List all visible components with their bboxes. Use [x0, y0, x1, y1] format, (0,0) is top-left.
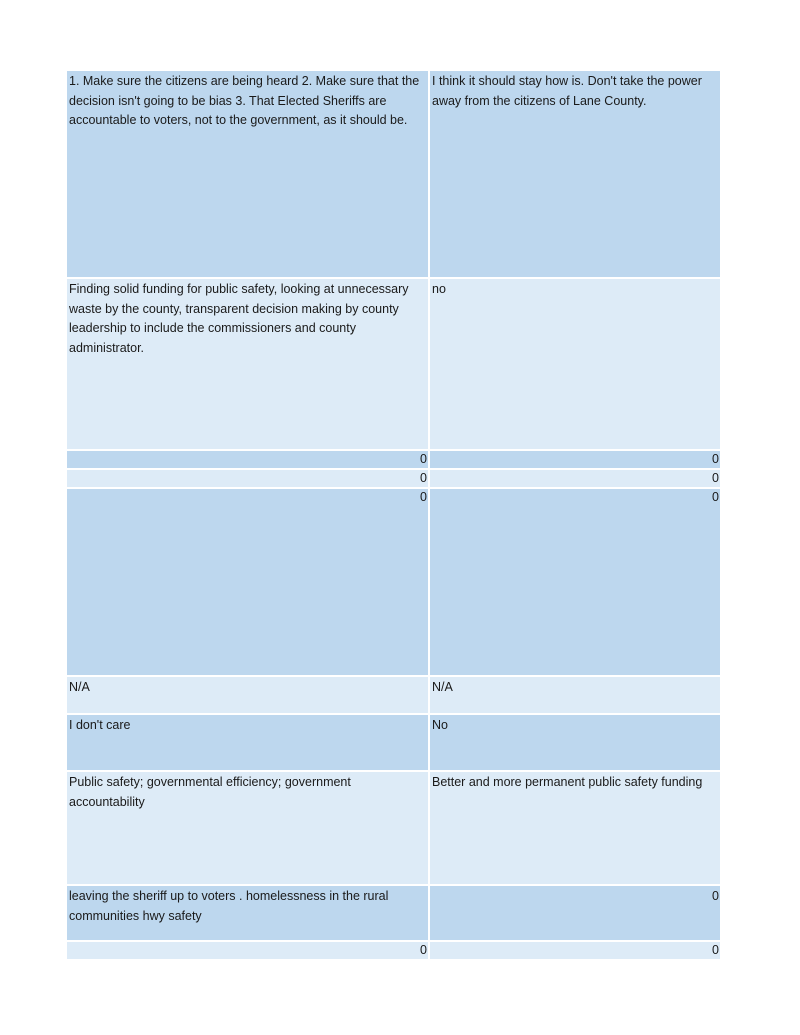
- table-cell: leaving the sheriff up to voters . homelessness in the rural communities hwy safety: [67, 886, 428, 940]
- table-cell: I think it should stay how is. Don't take the power away from the citizens of Lane County.: [430, 71, 720, 277]
- table-cell: N/A: [67, 677, 428, 713]
- table-cell: No: [430, 715, 720, 770]
- table-cell: 0: [430, 489, 720, 675]
- table-cell: Public safety; governmental efficiency; government accountability: [67, 772, 428, 884]
- table-cell: 0: [430, 470, 720, 487]
- table-cell: 0: [67, 942, 428, 959]
- table-cell: 0: [430, 451, 720, 468]
- table-cell: no: [430, 279, 720, 449]
- table-cell: Better and more permanent public safety funding: [430, 772, 720, 884]
- table-cell: 0: [67, 451, 428, 468]
- table-cell: 1. Make sure the citizens are being heard 2. Make sure that the decision isn't going to be bias 3. That Elected Sheriffs are accountable to voters, not to the government, as it should be.: [67, 71, 428, 277]
- table-cell: N/A: [430, 677, 720, 713]
- table-cell: Finding solid funding for public safety, looking at unnecessary waste by the county, transparent decision making by county leadership to include the commissioners and county administrator.: [67, 279, 428, 449]
- table-cell: 0: [67, 470, 428, 487]
- table-cell: I don't care: [67, 715, 428, 770]
- table-cell: 0: [67, 489, 428, 675]
- response-table: [67, 71, 720, 959]
- table-cell: 0: [430, 886, 720, 940]
- table-cell: 0: [430, 942, 720, 959]
